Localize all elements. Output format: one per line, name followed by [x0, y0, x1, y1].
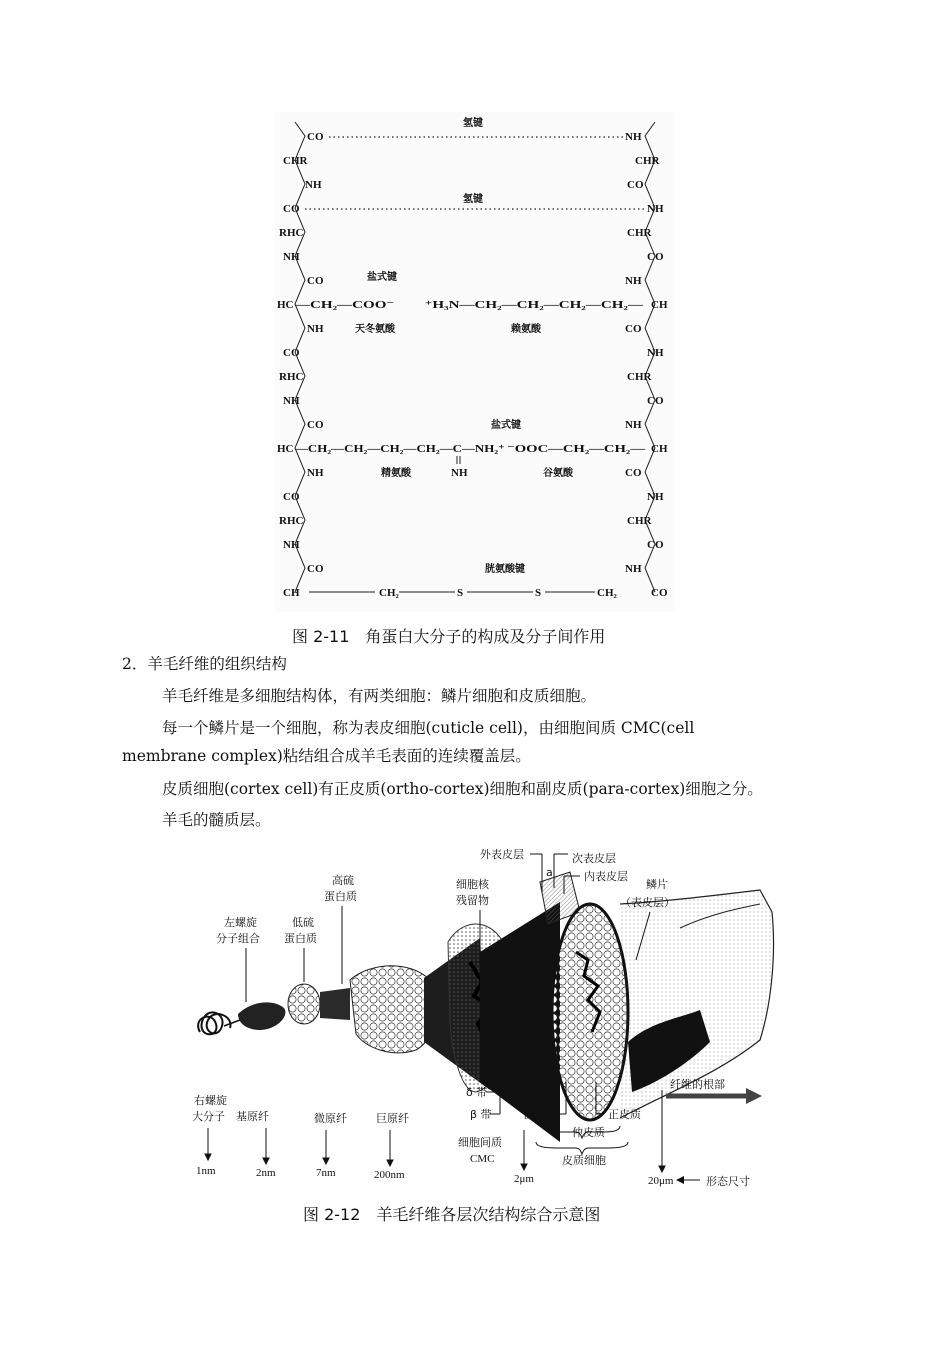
disulfide-part: S [535, 587, 542, 599]
left-chain-group: NH [283, 251, 300, 263]
figure-2-11-caption: 图 2-11 角蛋白大分子的构成及分子间作用 [292, 627, 606, 646]
keratin-diagram [275, 112, 675, 612]
right-chain-group: CHR [627, 227, 652, 239]
cmc-label: 细胞间质 [458, 1136, 502, 1149]
left-chain-group: CO [307, 275, 324, 287]
right-chain-group: CO [627, 179, 644, 191]
right-chain-group: CHR [627, 371, 652, 383]
aspartic-acid-label: 天冬氨酸 [355, 324, 395, 335]
right-chain-group: NH [625, 419, 642, 431]
orthocortex-label: 正皮质 [608, 1108, 641, 1121]
right-chain-group: NH [647, 347, 664, 359]
left-chain-group: CO [283, 491, 300, 503]
left-chain-group: CO [307, 131, 324, 143]
salt-bridge-2-right: ⁻OOC—CH₂—CH₂— [507, 443, 647, 455]
wool-fiber-structure-figure [180, 842, 780, 1194]
keratin-structure-figure [275, 112, 675, 612]
right-helix-label: 大分子 [192, 1110, 225, 1123]
salt-bridge-1: —CH₂—COO⁻ ⁺H₃N—CH₂—CH₂—CH₂—CH₂— [293, 299, 645, 311]
left-chain-group: NH [283, 539, 300, 551]
size-1nm: 1nm [196, 1165, 216, 1177]
lysine-label: 赖氨酸 [511, 324, 541, 335]
low-sulfur-label: 低硫 [292, 916, 314, 929]
paragraph: 皮质细胞(cortex cell)有正皮质(ortho-cortex)细胞和副皮质(para-cortex)细胞之分。 [162, 780, 763, 798]
hydrogen-bond-label: 氢键 [463, 118, 483, 129]
protofibril-label: 基原纤 [236, 1110, 269, 1123]
left-helix-assembly [238, 1002, 285, 1030]
right-chain-group: CO [647, 395, 664, 407]
microfibril-bundle [350, 966, 437, 1053]
size-200nm: 200nm [374, 1169, 405, 1181]
size-2um: 2μm [514, 1173, 534, 1185]
right-chain-group: CO [625, 323, 642, 335]
microfibril-label: 微原纤 [314, 1112, 347, 1125]
size-7nm: 7nm [316, 1167, 336, 1179]
right-chain-group: CO [647, 539, 664, 551]
left-chain-group: RHC [279, 227, 304, 239]
beta-band-label: β 带 [470, 1108, 492, 1121]
paracortex-label: 副皮质 [524, 1108, 557, 1121]
size-2nm: 2nm [256, 1167, 276, 1179]
delta-band-label: δ 带 [466, 1086, 488, 1099]
salt-bond-label: 盐式键 [367, 272, 397, 283]
left-chain-group: NH [305, 179, 322, 191]
left-chain-group: RHC [279, 515, 304, 527]
right-chain-group: CO [647, 251, 664, 263]
salt-bridge-2-left: —CH₂—CH₂—CH₂—CH₂—C—NH₂⁺ [293, 443, 506, 455]
disulfide-part: CH₂ [597, 587, 617, 599]
left-helix-label: 左螺旋 [224, 916, 257, 929]
right-chain-group: CHR [635, 155, 660, 167]
paragraph: 每一个鳞片是一个细胞，称为表皮细胞(cuticle cell)，由细胞间质 CMC(cell [162, 719, 695, 737]
left-chain-group: NH [283, 395, 300, 407]
disulfide-part: S [457, 587, 464, 599]
glutamic-acid-label: 谷氨酸 [543, 468, 573, 479]
fiber-root-label: 纤维的根部 [670, 1078, 725, 1091]
left-chain-group: CH [283, 587, 300, 599]
left-chain-group: CHR [283, 155, 308, 167]
cortex-cell-label: 皮质细胞 [562, 1154, 606, 1167]
left-helix-label: 分子组合 [216, 932, 260, 945]
nucleus-label: 细胞核 [456, 878, 489, 891]
cortex-cross-section [552, 904, 628, 1120]
left-chain-group: RHC [279, 371, 304, 383]
section-heading: 2．羊毛纤维的组织结构 [122, 655, 287, 673]
endocuticle-label: 内表皮层 [584, 870, 628, 883]
right-chain-group: CHR [627, 515, 652, 527]
scale-label: 鳞片 [646, 878, 668, 891]
layer-a-label: a [546, 866, 553, 879]
right-chain-group: NH [647, 203, 664, 215]
right-chain-group: CH [651, 443, 668, 455]
right-chain-group: NH [625, 131, 642, 143]
high-sulfur-label: 高硫 [332, 874, 354, 887]
left-chain-group: HC [277, 299, 294, 311]
nucleus-label: 残留物 [456, 894, 489, 907]
left-chain-group: CO [283, 347, 300, 359]
wool-structure-diagram [180, 842, 780, 1194]
hydrogen-bond-label: 氢键 [463, 194, 483, 205]
protofibril-bundle [288, 984, 320, 1024]
macrofibril-label: 巨原纤 [376, 1112, 409, 1125]
imino-group: NH [451, 467, 468, 479]
high-sulfur-label: 蛋白质 [324, 890, 357, 903]
paragraph: 羊毛的髓质层。 [162, 811, 271, 829]
left-chain-group: HC [277, 443, 294, 455]
left-chain-group: NH [307, 467, 324, 479]
paragraph: membrane complex)粘结组合成羊毛表面的连续覆盖层。 [122, 747, 531, 765]
mesocortex-label: 仲皮质 [572, 1126, 605, 1139]
epicuticle-label: 外表皮层 [480, 848, 524, 861]
left-chain-group: CO [307, 419, 324, 431]
left-chain-group: NH [307, 323, 324, 335]
exocuticle-label: 次表皮层 [572, 852, 616, 865]
size-20um: 20μm [648, 1175, 674, 1187]
disulfide-bond-label: 胱氨酸键 [485, 564, 525, 575]
left-chain-group: CO [283, 203, 300, 215]
disulfide-part: CH₂ [379, 587, 399, 599]
arginine-label: 精氨酸 [381, 468, 411, 479]
right-chain-group: CO [651, 587, 668, 599]
right-chain-group: NH [625, 563, 642, 575]
figure-2-12-caption: 图 2-12 羊毛纤维各层次结构综合示意图 [303, 1205, 601, 1224]
right-chain-group: NH [625, 275, 642, 287]
low-sulfur-label: 蛋白质 [284, 932, 317, 945]
morph-size-label: 形态尺寸 [706, 1175, 750, 1188]
left-chain-group: CO [307, 563, 324, 575]
cortex-cell-brace [536, 1142, 628, 1154]
right-helix-label: 右螺旋 [194, 1094, 227, 1107]
cuticle-layer-label: （表皮层） [620, 896, 675, 909]
salt-bond-label: 盐式键 [491, 420, 521, 431]
right-chain-group: CO [625, 467, 642, 479]
cmc-label: CMC [470, 1153, 495, 1165]
right-chain-group: NH [647, 491, 664, 503]
right-chain-group: CH [651, 299, 668, 311]
helix-coil [198, 1012, 230, 1034]
paragraph: 羊毛纤维是多细胞结构体，有两类细胞：鳞片细胞和皮质细胞。 [162, 687, 597, 705]
